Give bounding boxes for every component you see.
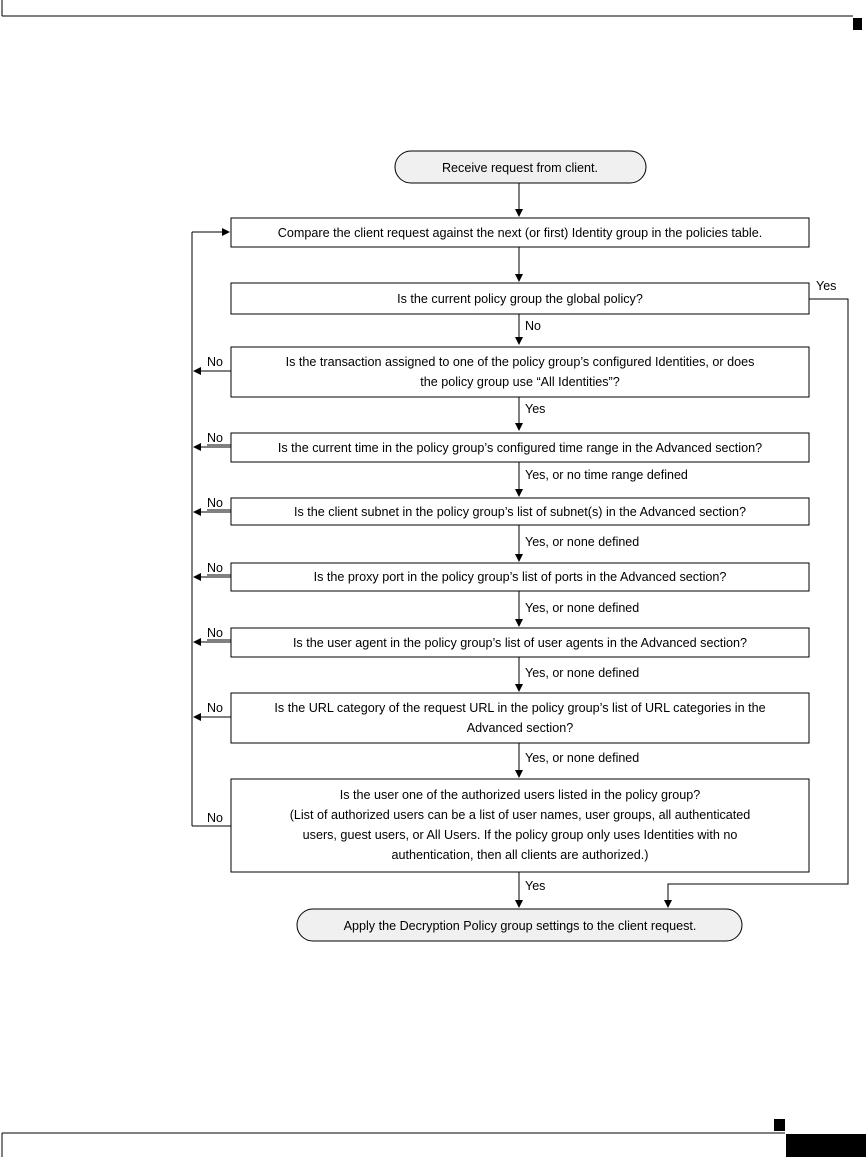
no-time-label: No <box>207 431 223 445</box>
no-port-label: No <box>207 561 223 575</box>
no-identities-label: No <box>207 355 223 369</box>
authorized-users-text-line-2: (List of authorized users can be a list of user names, user groups, all authenticated <box>289 808 751 822</box>
yes-global-label: Yes <box>816 279 837 293</box>
proxy-port-text: Is the proxy port in the policy group’s list of ports in the Advanced section? <box>313 570 727 584</box>
yes-subnet-label: Yes, or none defined <box>525 535 640 549</box>
yes-url-label: Yes, or none defined <box>525 751 640 765</box>
yes-port-label: Yes, or none defined <box>525 601 640 615</box>
authorized-users-text-line-1: Is the user one of the authorized users listed in the policy group? <box>339 788 701 802</box>
time-range-text: Is the current time in the policy group’s configured time range in the Advanced section? <box>277 441 763 455</box>
identities-text-line-1: Is the transaction assigned to one of the policy group’s configured Identities, or does <box>285 355 755 369</box>
no-url-label: No <box>207 701 223 715</box>
yes-time-label: Yes, or no time range defined <box>525 468 688 482</box>
authorized-users-text-line-4: authentication, then all clients are authorized.) <box>391 848 649 862</box>
user-agent-text: Is the user agent in the policy group’s list of user agents in the Advanced section? <box>292 636 748 650</box>
url-category-text-line-2: Advanced section? <box>466 721 574 735</box>
start-text: Receive request from client. <box>441 161 599 175</box>
no-agent-label: No <box>207 626 223 640</box>
page-top-right-marker <box>853 18 862 30</box>
no-subnet-label: No <box>207 496 223 510</box>
yes-agent-label: Yes, or none defined <box>525 666 640 680</box>
no-global-label: No <box>525 319 541 333</box>
subnet-text: Is the client subnet in the policy group’s list of subnet(s) in the Advanced section? <box>293 505 747 519</box>
authorized-users-text-line-3: users, guest users, or All Users. If the policy group only uses Identities with no <box>302 828 738 842</box>
page-bottom-right-marker <box>774 1119 785 1131</box>
yes-identities-label: Yes <box>525 402 546 416</box>
url-category-text-line-1: Is the URL category of the request URL in the policy group’s list of URL categories in the <box>274 701 766 715</box>
no-users-label: No <box>207 811 223 825</box>
yes-users-label: Yes <box>525 879 546 893</box>
compare-text: Compare the client request against the next (or first) Identity group in the policies table. <box>277 226 763 240</box>
identities-text-line-2: the policy group use “All Identities”? <box>420 375 620 389</box>
page-number-tab <box>786 1134 866 1157</box>
global-policy-text: Is the current policy group the global policy? <box>397 292 643 306</box>
end-text: Apply the Decryption Policy group settings to the client request. <box>343 919 697 933</box>
